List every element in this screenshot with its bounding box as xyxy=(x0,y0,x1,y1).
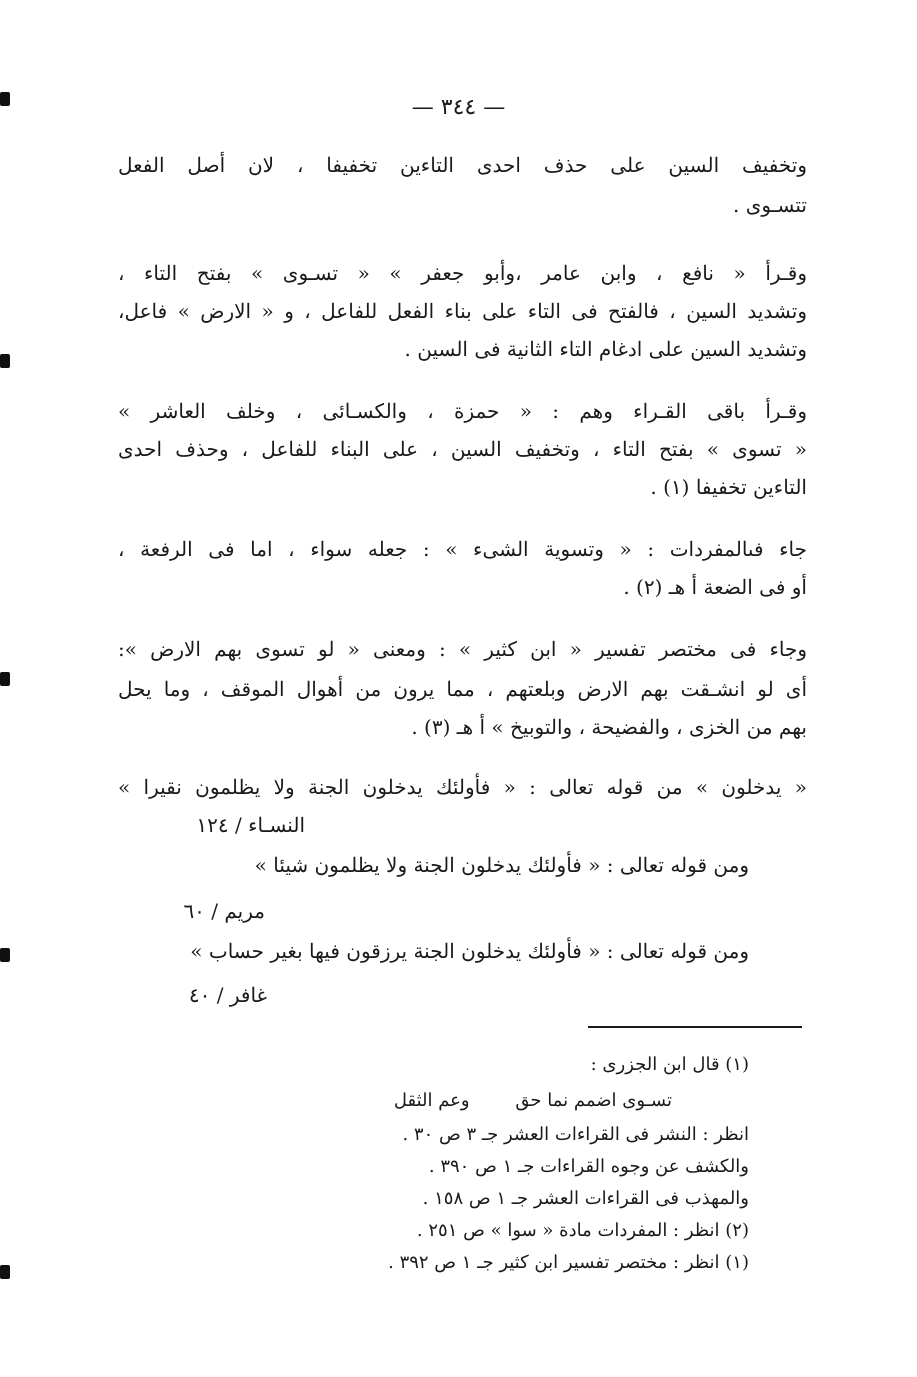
text-line: وقـرأ باقى القـراء وهم : « حمزة ، والكسـائى ، وخلف العاشر » xyxy=(118,399,807,423)
text-line: جاء فىالمفردات : « وتسوية الشىء » : جعله سواء ، اما فى الرفعة ، xyxy=(118,537,807,561)
text-line: « تسوى » بفتح التاء ، وتخفيف السين ، على البناء للفاعل ، وحذف احدى xyxy=(118,437,807,461)
quran-quote: ومن قوله تعالى : « فأولئك يدخلون الجنة يرزقون فيها بغير حساب » xyxy=(190,939,749,963)
verse-reference: غافر / ٤٠ xyxy=(188,983,267,1007)
scan-edge-mark xyxy=(0,672,10,686)
quran-quote: ومن قوله تعالى : « فأولئك يدخلون الجنة ولا يظلمون شيئا » xyxy=(254,853,749,877)
footnote: والمهذب فى القراءات العشر جـ ١ ص ١٥٨ . xyxy=(422,1188,749,1209)
footnote: (٢) انظر : المفردات مادة « سوا » ص ٢٥١ . xyxy=(416,1220,749,1241)
text-line: بهم من الخزى ، والفضيحة ، والتوبيخ » أ هـ (٣) . xyxy=(411,715,807,739)
text-line: وقـرأ « نافع ، وابن عامر ،وأبو جعفر » « تسـوى » بفتح التاء ، xyxy=(118,261,807,285)
text-line: وتشديد السين ، فالفتح فى التاء على بناء الفعل للفاعل ، و « الارض » فاعل، xyxy=(118,299,808,323)
text-line: التاءين تخفيفا (١) . xyxy=(650,475,807,499)
scan-edge-mark xyxy=(0,1265,10,1279)
text-line: وجاء فى مختصر تفسير « ابن كثير » : ومعنى « لو تسوى بهم الارض »: xyxy=(118,637,807,661)
page-number: — ٣٤٤ — xyxy=(411,95,506,120)
footnote: (١) انظر : مختصر تفسير ابن كثير جـ ١ ص ٣٩٢ . xyxy=(388,1252,749,1273)
footnote: (١) قال ابن الجزرى : xyxy=(590,1054,749,1075)
verse-reference: النسـاء / ١٢٤ xyxy=(196,813,305,837)
scan-edge-mark xyxy=(0,354,10,368)
text-line: وتشديد السين على ادغام التاء الثانية فى السين . xyxy=(404,337,807,361)
text-line: أى لو انشـقت بهم الارض وبلعتهم ، مما يرون من أهوال الموقف ، وما يحل xyxy=(118,677,807,701)
quran-quote: « يدخلون » من قوله تعالى : « فأولئك يدخلون الجنة ولا يظلمون نقيرا » xyxy=(118,775,807,799)
verse-reference: مريم / ٦٠ xyxy=(183,899,265,923)
footnote: انظر : النشر فى القراءات العشر جـ ٣ ص ٣٠ . xyxy=(402,1124,749,1145)
scan-edge-mark xyxy=(0,948,10,962)
footnote-divider xyxy=(588,1026,802,1028)
text-line: وتخفيف السين على حذف احدى التاءين تخفيفا ، لان أصل الفعل xyxy=(118,153,807,177)
text-line: أو فى الضعة أ هـ (٢) . xyxy=(623,575,807,599)
footnote: والكشف عن وجوه القراءات جـ ١ ص ٣٩٠ . xyxy=(428,1156,749,1177)
footnote-verse: تسـوى اضمم نما حق وعم الثقل xyxy=(393,1090,672,1111)
text-line: تتسـوى . xyxy=(732,193,807,217)
